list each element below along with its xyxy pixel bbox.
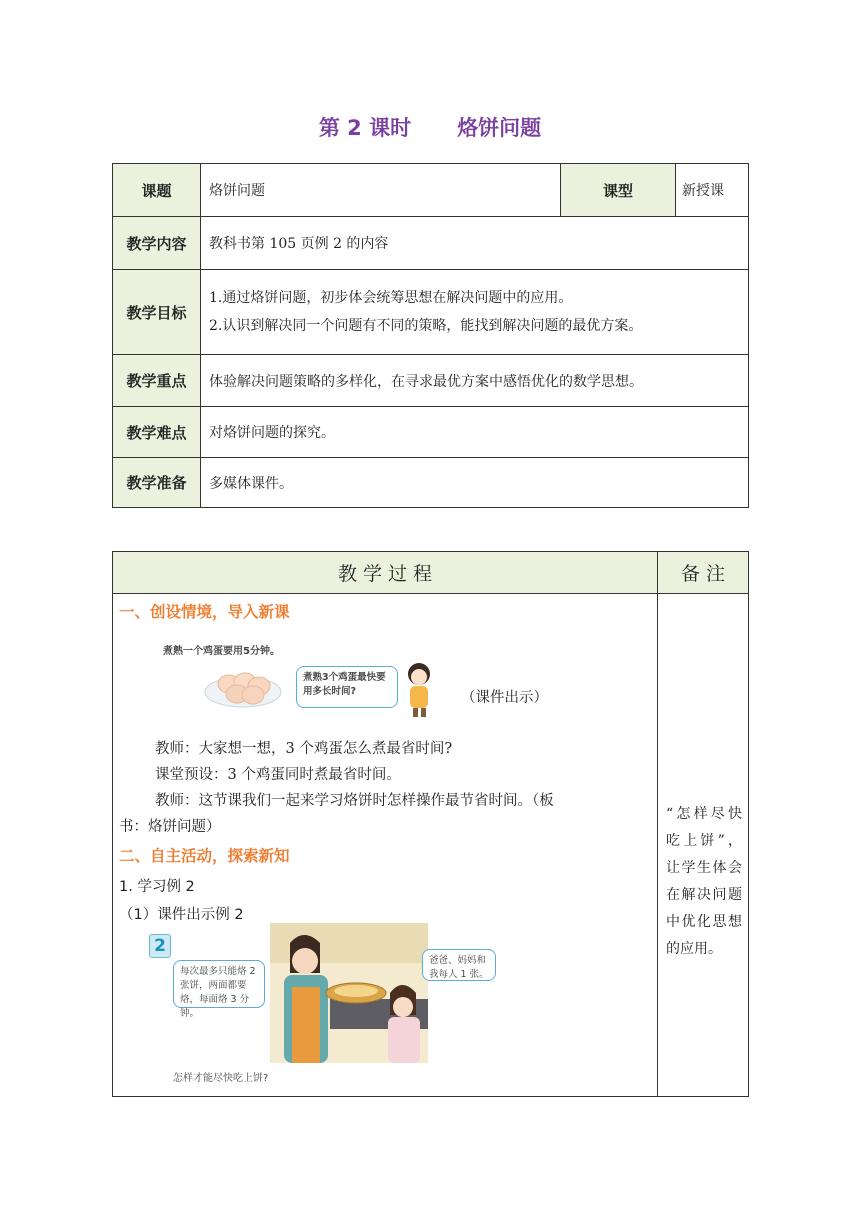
pancake-scene-image [270,923,428,1063]
girl-illustration [401,660,437,718]
teaching-process-table [112,551,749,1097]
lesson-topic: 烙饼问题 [457,116,542,140]
process-content [113,594,657,1096]
topic-label: 课题 [113,164,201,217]
teacher-line-2: 教师：这节课我们一起来学习烙饼时怎样操作最节省时间。（板 [155,793,554,809]
type-value: 新授课 [676,164,749,217]
topic-value: 烙饼问题 [201,164,561,217]
goal-1: 1.通过烙饼问题，初步体会统筹思想在解决问题中的应用。 [209,290,573,306]
goals-value [201,270,749,355]
content-label: 教学内容 [113,217,201,270]
girl-speech-bubble: 爸爸、妈妈和我每人 1 张。 [422,949,496,981]
lesson-info-table [112,163,749,508]
pancake-image-caption: 怎样才能尽快吃上饼? [173,1073,269,1084]
study-example-heading: 1. 学习例 2 [119,879,195,895]
preparation-value: 多媒体课件。 [201,458,749,508]
board-line: 书：烙饼问题） [119,819,221,835]
eggs-plate-image [203,664,283,710]
preparation-label: 教学准备 [113,458,201,508]
goal-2: 2.认识到解决同一个问题有不同的策略，能找到解决问题的最优方案。 [209,318,643,334]
content-value: 教科书第 105 页例 2 的内容 [201,217,749,270]
egg-image-caption: 煮熟一个鸡蛋要用5分钟。 [163,646,280,657]
egg-question-bubble: 煮熟3个鸡蛋最快要用多长时间? [296,666,398,708]
teacher-remark: “怎样尽快吃上饼”，让学生体会在解决问题中优化思想的应用。 [666,806,742,957]
key-point-value: 体验解决问题策略的多样化，在寻求最优方案中感悟优化的数学思想。 [201,355,749,407]
lesson-number: 第 2 课时 [318,116,412,140]
goals-label: 教学目标 [113,270,201,355]
process-header: 教 学 过 程 [113,552,658,594]
key-point-label: 教学重点 [113,355,201,407]
difficulty-value: 对烙饼问题的探究。 [201,407,749,458]
teacher-line-1: 教师：大家想一想，3 个鸡蛋怎么煮最省时间? [155,741,453,757]
example-number-badge: 2 [149,934,171,958]
mother-speech-bubble: 每次最多只能烙 2 张饼，两面都要烙，每面烙 3 分钟。 [173,960,265,1008]
section-1-heading: 一、创设情境，导入新课 [119,603,290,621]
courseware-note: （课件出示） [461,690,548,706]
difficulty-label: 教学难点 [113,407,201,458]
type-label: 课型 [561,164,676,217]
page-title [0,112,860,142]
preset-line: 课堂预设：3 个鸡蛋同时煮最省时间。 [155,767,401,783]
section-2-heading: 二、自主活动，探索新知 [119,847,290,865]
show-example-line: （1）课件出示例 2 [119,907,244,923]
note-header: 备 注 [658,552,749,594]
